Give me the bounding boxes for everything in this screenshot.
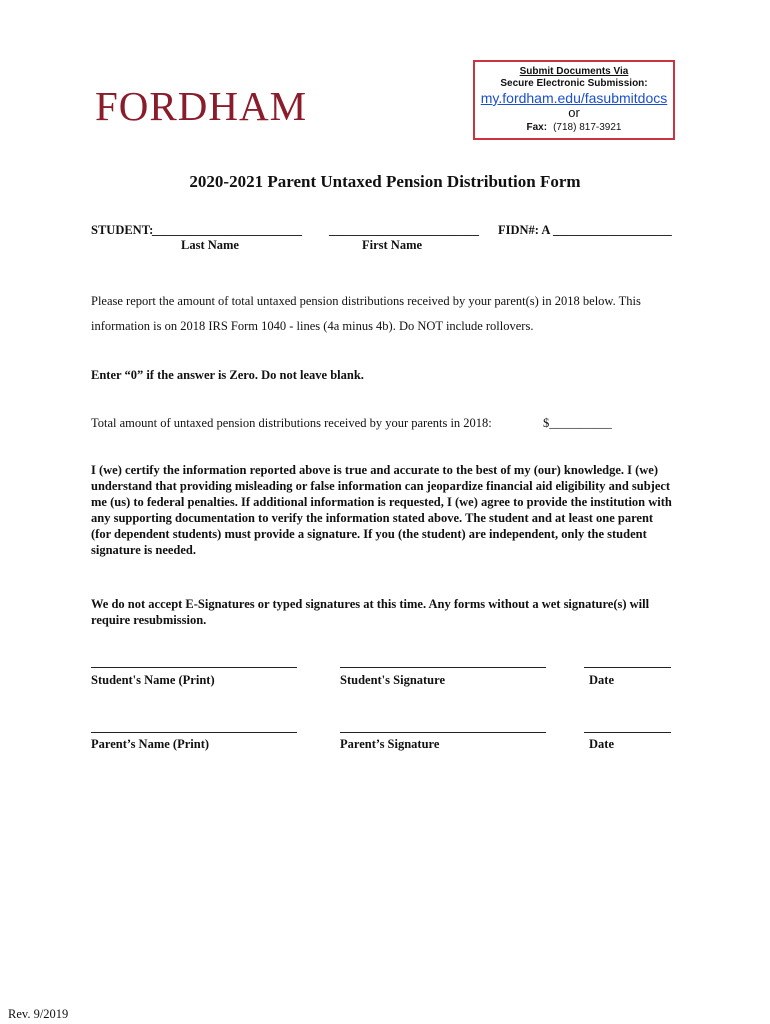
- student-date-line[interactable]: [584, 667, 671, 668]
- student-date-caption: Date: [589, 673, 614, 687]
- parent-date-line[interactable]: [584, 732, 671, 733]
- certify-line: I (we) certify the information reported above is true and accurate to the best of my (our) knowledge. I (we): [91, 463, 659, 477]
- student-signature-line[interactable]: [340, 667, 546, 668]
- submit-via-label: Submit Documents Via: [519, 66, 629, 77]
- certify-line: me (us) to federal penalties. If additional information is requested, I (we) agree to provide the institution with: [91, 495, 672, 509]
- total-amount-field[interactable]: $__________: [543, 416, 612, 430]
- first-name-caption: First Name: [362, 238, 423, 252]
- form-title: 2020-2021 Parent Untaxed Pension Distribution Form: [189, 172, 581, 191]
- esig-line: We do not accept E-Signatures or typed signatures at this time. Any forms without a wet signature(s) will: [91, 597, 650, 611]
- parent-name-caption: Parent’s Name (Print): [91, 737, 210, 751]
- esig-line: require resubmission.: [91, 613, 207, 627]
- certify-line: (for dependent students) must provide a signature. If you (the student) are independent, only the student: [91, 527, 647, 541]
- fidn-field[interactable]: ___________________: [553, 223, 672, 237]
- fax-number: (718) 817-3921: [553, 122, 622, 133]
- esignature-note: [91, 596, 649, 628]
- instructions-line-2: information is on 2018 IRS Form 1040 - lines (4a minus 4b). Do NOT include rollovers.: [91, 319, 534, 333]
- first-name-field[interactable]: ________________________: [329, 223, 479, 237]
- submit-url-link[interactable]: my.fordham.edu/fasubmitdocs: [480, 90, 668, 106]
- instructions-line-1: Please report the amount of total untaxed pension distributions received by your parent(s) in 2018 below. This: [91, 294, 641, 308]
- parent-signature-caption: Parent’s Signature: [340, 737, 440, 751]
- zero-note: Enter “0” if the answer is Zero. Do not leave blank.: [91, 368, 364, 382]
- certify-line: understand that providing misleading or false information can jeopardize financial aid eligibility and subject: [91, 479, 671, 493]
- parent-signature-line[interactable]: [340, 732, 546, 733]
- fordham-logo: FORDHAM: [95, 83, 308, 129]
- last-name-caption: Last Name: [181, 238, 239, 252]
- last-name-field[interactable]: ________________________: [152, 223, 302, 237]
- certify-line: signature is needed.: [91, 543, 196, 557]
- student-label: STUDENT:: [91, 223, 154, 237]
- fidn-label: FIDN#: A: [498, 223, 551, 237]
- certify-line: any supporting documentation to verify the information stated above. The student and at least one parent: [91, 511, 654, 525]
- fax-line: [475, 122, 673, 133]
- revision-date: Rev. 9/2019: [8, 1007, 69, 1021]
- student-signature-caption: Student's Signature: [340, 673, 446, 687]
- or-label: or: [568, 105, 580, 120]
- fax-label: Fax:: [526, 122, 548, 133]
- secure-submission-label: Secure Electronic Submission:: [500, 78, 648, 89]
- parent-name-line[interactable]: [91, 732, 297, 733]
- submit-documents-box: [473, 60, 675, 140]
- certification-paragraph: [91, 462, 672, 558]
- student-name-line[interactable]: [91, 667, 297, 668]
- parent-date-caption: Date: [589, 737, 614, 751]
- total-question: Total amount of untaxed pension distributions received by your parents in 2018:: [91, 416, 492, 430]
- student-name-caption: Student's Name (Print): [91, 673, 215, 687]
